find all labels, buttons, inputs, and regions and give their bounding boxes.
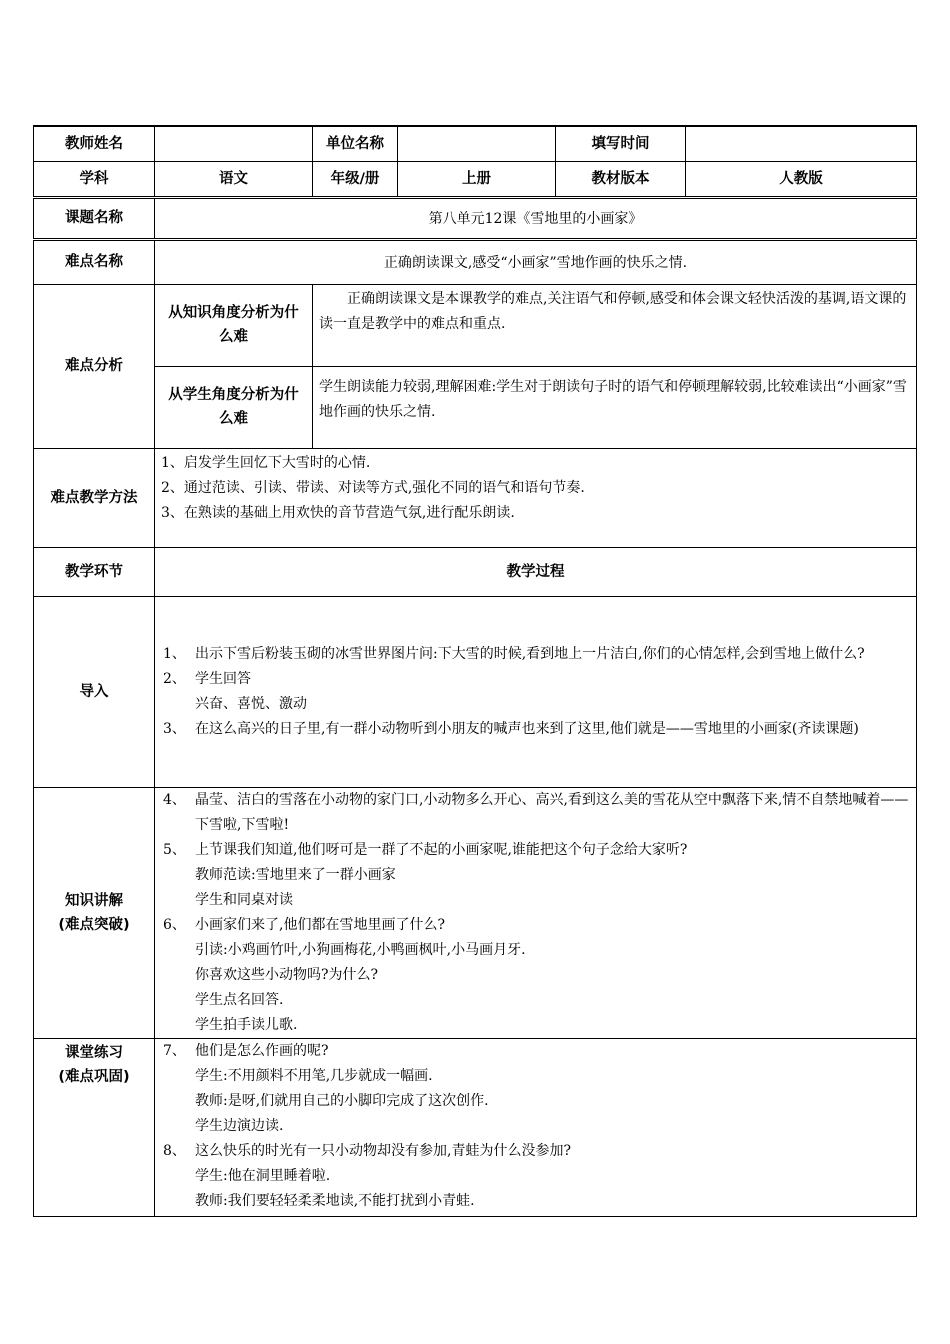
- knowledge-item: 学生点名回答.: [195, 991, 284, 1008]
- grade-label: 年级/册: [313, 161, 398, 197]
- methods-label: 难点教学方法: [34, 448, 155, 547]
- intro-item: 1、 出示下雪后粉装玉砌的冰雪世界图片问:下大雪的时候,看到地上一片洁白,你们的心情怎样,会到雪地上做什么?: [163, 645, 865, 662]
- teacher-name-value: [155, 126, 313, 161]
- unit-name-label: 单位名称: [313, 126, 398, 161]
- methods-cell: [155, 448, 917, 547]
- practice-label-line2: (难点巩固): [58, 1068, 130, 1085]
- process-header-row: [34, 547, 917, 596]
- teacher-name-label: 教师姓名: [34, 126, 155, 161]
- method-item: 3、在熟读的基础上用欢快的音节营造气氛,进行配乐朗读.: [161, 504, 515, 521]
- difficulty-label: 难点名称: [34, 239, 155, 284]
- intro-label: 导入: [34, 596, 155, 787]
- practice-item: 教师:是呀,们就用自己的小脚印完成了这次创作.: [195, 1092, 489, 1109]
- practice-label-line1: 课堂练习: [65, 1044, 123, 1061]
- analysis-row-student: [34, 366, 917, 448]
- knowledge-angle-text: 正确朗读课文是本课教学的难点,关注语气和停顿,感受和体会课文轻快活泼的基调,语文课的读一直是教学中的难点和重点.: [319, 290, 907, 332]
- student-angle-label: 从学生角度分析为什么难: [155, 366, 313, 448]
- knowledge-label-line1: 知识讲解: [65, 892, 123, 909]
- practice-item: 教师:我们要轻轻柔柔地读,不能打扰到小青蛙.: [195, 1192, 475, 1209]
- topic-value: 第八单元12课《雪地里的小画家》: [155, 197, 917, 239]
- practice-label: [34, 1038, 155, 1216]
- methods-row: [34, 448, 917, 547]
- student-angle-cell: [313, 366, 917, 448]
- knowledge-label-line2: (难点突破): [58, 916, 130, 933]
- knowledge-row: [34, 787, 917, 1038]
- fill-date-value: [686, 126, 917, 161]
- difficulty-value: 正确朗读课文,感受“小画家”雪地作画的快乐之情.: [155, 239, 917, 284]
- knowledge-label: [34, 787, 155, 1038]
- analysis-row-knowledge: [34, 284, 917, 366]
- practice-row: [34, 1038, 917, 1216]
- student-angle-text: 学生朗读能力较弱,理解困难:学生对于朗读句子时的语气和停顿理解较弱,比较难读出“小画家”雪地作画的快乐之情.: [319, 378, 907, 420]
- practice-item: 学生:不用颜料不用笔,几步就成一幅画.: [195, 1067, 433, 1084]
- process-header: 教学过程: [155, 547, 917, 596]
- unit-name-value: [398, 126, 556, 161]
- practice-item: 7、 他们是怎么作画的呢?: [163, 1042, 329, 1059]
- knowledge-angle-label: 从知识角度分析为什么难: [155, 284, 313, 366]
- knowledge-item: 4、 晶莹、洁白的雪落在小动物的家门口,小动物多么开心、高兴,看到这么美的雪花从空中飘落下来,情不自禁地喊着——下雪啦,下雪啦!: [163, 791, 909, 833]
- subject-value: 语文: [155, 161, 313, 197]
- knowledge-angle-cell: [313, 284, 917, 366]
- intro-cell: [155, 596, 917, 787]
- intro-item: 3、 在这么高兴的日子里,有一群小动物听到小朋友的喊声也来到了这里,他们就是——雪地里的小画家(齐读课题): [163, 720, 859, 737]
- intro-item: 2、 学生回答: [163, 670, 251, 687]
- stage-header: 教学环节: [34, 547, 155, 596]
- method-item: 1、启发学生回忆下大雪时的心情.: [161, 454, 371, 471]
- intro-item: 兴奋、喜悦、激动: [195, 695, 307, 712]
- grade-value: 上册: [398, 161, 556, 197]
- fill-date-label: 填写时间: [556, 126, 686, 161]
- knowledge-item: 5、 上节课我们知道,他们呀可是一群了不起的小画家呢,谁能把这个句子念给大家听?: [163, 841, 688, 858]
- subject-label: 学科: [34, 161, 155, 197]
- header-row-1: [34, 126, 917, 161]
- knowledge-item: 教师范读:雪地里来了一群小画家: [195, 866, 396, 883]
- edition-value: 人教版: [686, 161, 917, 197]
- knowledge-item: 6、 小画家们来了,他们都在雪地里画了什么?: [163, 916, 445, 933]
- practice-item: 学生边演边读.: [195, 1117, 284, 1134]
- intro-row: [34, 596, 917, 787]
- lesson-plan-table: [33, 125, 917, 1217]
- edition-label: 教材版本: [556, 161, 686, 197]
- method-item: 2、通过范读、引读、带读、对读等方式,强化不同的语气和语句节奏.: [161, 479, 585, 496]
- topic-label: 课题名称: [34, 197, 155, 239]
- practice-item: 8、 这么快乐的时光有一只小动物却没有参加,青蛙为什么没参加?: [163, 1142, 571, 1159]
- lesson-plan-sheet: [33, 125, 916, 1217]
- knowledge-item: 引读:小鸡画竹叶,小狗画梅花,小鸭画枫叶,小马画月牙.: [195, 941, 526, 958]
- practice-item: 学生:他在洞里睡着啦.: [195, 1167, 331, 1184]
- knowledge-cell: [155, 787, 917, 1038]
- knowledge-item: 学生拍手读儿歌.: [195, 1016, 298, 1033]
- difficulty-row: [34, 239, 917, 284]
- practice-cell: [155, 1038, 917, 1216]
- topic-row: [34, 197, 917, 239]
- analysis-label: 难点分析: [34, 284, 155, 448]
- knowledge-item: 学生和同桌对读: [195, 891, 293, 908]
- header-row-2: [34, 161, 917, 197]
- knowledge-item: 你喜欢这些小动物吗?为什么?: [195, 966, 379, 983]
